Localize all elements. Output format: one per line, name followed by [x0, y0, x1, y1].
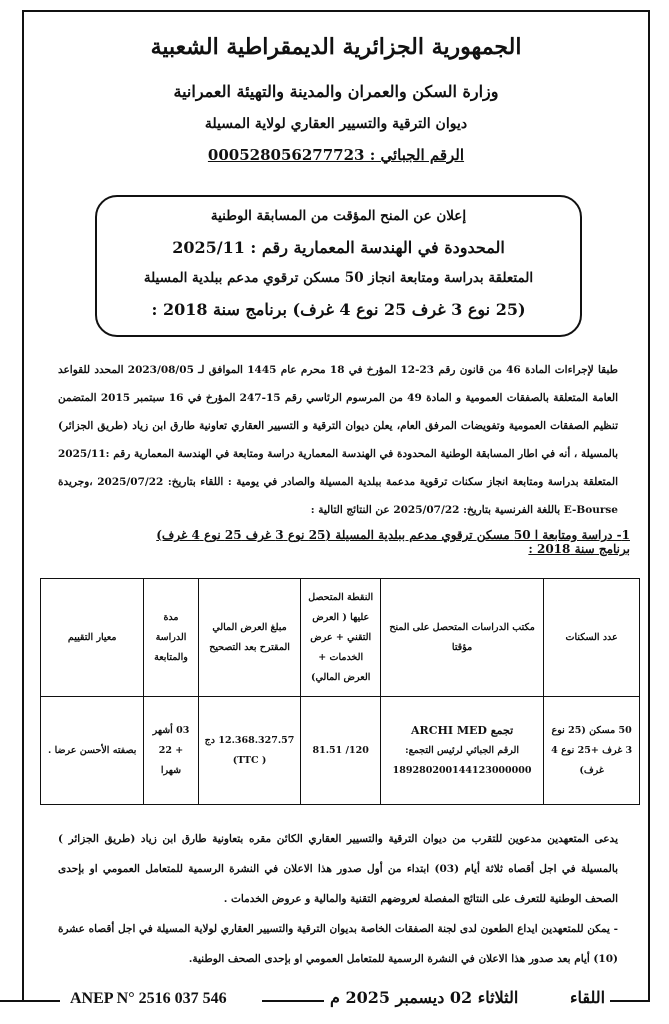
closing-paragraph-1: يدعى المتعهدين مدعوين للتقرب من ديوان الترقية والتسيير العقاري الكائن مقره بتعاونية طارق ابن زياد (طريق الجزائر ) بالمسيلة في اجل أقصاه ثلاثة أيام (03) ابتداء من أول صدور هذا الاعلان في النشرة الرسمية للمتعامل العمومي او بإحدى الصحف الوطنية للتعرف على النتائج المفصلة لعروضهم التقنية والمالية و عروض الخدمات . — [58, 833, 618, 905]
footer — [0, 990, 669, 1012]
announcement-line-1: إعلان عن المنح المؤقت من المسابقة الوطنية — [210, 208, 467, 224]
results-table — [40, 578, 640, 805]
newspaper-logo: اللقاء — [570, 988, 606, 1007]
announcement-line-2: المحدودة في الهندسة المعمارية رقم : 2025/11 — [172, 238, 505, 257]
footer-rule — [610, 1000, 650, 1002]
footer-rule — [0, 1000, 60, 1002]
header-criterion: معيار التقييم — [41, 579, 144, 697]
announcement-title-box — [95, 195, 582, 337]
announcement-line-3: المتعلقة بدراسة ومتابعة انجاز 50 مسكن ترقوي مدعم ببلدية المسيلة — [143, 270, 534, 286]
header-office: مكتب الدراسات المتحصل على المنح مؤقتا — [380, 579, 543, 697]
header-units: عدد السكنات — [544, 579, 640, 697]
header-amount: مبلغ العرض المالي المقترح بعد التصحيح — [198, 579, 301, 697]
cell-units: 50 مسكن (25 نوع 3 غرف +25 نوع 4 غرف) — [544, 697, 640, 805]
closing-paragraph-2: - يمكن للمتعهدين ايداع الطعون لدى لجنة الصفقات الخاصة بديوان الترقية والتسيير العقاري لولاية المسيلة في اجل أقصاه عشرة (10) أيام بعد صدور هذا الاعلان في النشرة الرسمية للمتعامل العمومي او بإحدى الصحف الوطنية. — [58, 923, 618, 965]
table-header-row — [41, 579, 640, 697]
cell-amount — [198, 697, 301, 805]
lot-heading: 1- دراسة ومتابعة ا 50 مسكن ترقوي مدعم ببلدية المسيلة (25 نوع 3 غرف 25 نوع 4 غرف) برنامج سنة 2018 : — [156, 528, 630, 556]
footer-date: الثلاثاء 02 ديسمبر 2025 م — [330, 988, 519, 1007]
header-score: النقطة المتحصل عليها ( العرض التقني + عرض الخدمات + العرض المالي) — [301, 579, 380, 697]
body-paragraph: طبقا لإجراءات المادة 46 من قانون رقم 23-12 المؤرخ في 18 محرم عام 1445 الموافق لـ 2023/08/05 المحدد للقواعد العامة المتعلقة بالصفقات العمومية و المادة 49 من المرسوم الرئاسي رقم 15-247 المؤرخ في 16 سبتمبر 2015 المتضمن تنظيم الصفقات العمومية وتفويضات المرفق العام، يعلن ديوان الترقية و التسيير العقاري تعاونية طارق ابن زياد (طريق الجزائر) بالمسيلة ، أنه في اطار المسابقة الوطنية المحدودة في الهندسة المعمارية دراسة ومتابعة في الهندسة المعمارية رقم :2025/11 المتعلقة بدراسة ومتابعة انجاز سكنات ترقوية مدعمة ببلدية المسيلة والصادر في يومية : اللقاء بتاريخ: 2025/07/22 ،وجريدة E-Bourse باللغة الفرنسية بتاريخ: 2025/07/22 عن النتائج التالية : — [58, 364, 618, 516]
cell-office — [380, 697, 543, 805]
closing-text — [58, 824, 618, 974]
ministry-heading: وزارة السكن والعمران والمدينة والتهيئة العمرانية — [173, 82, 499, 101]
footer-rule — [262, 1000, 324, 1002]
tax-id: الرقم الجبائي : 000528056277723 — [207, 146, 465, 164]
announcement-line-4: (25 نوع 3 غرف 25 نوع 4 غرف) برنامج سنة 2018 : — [151, 300, 526, 319]
amount-note: ( TTC) — [232, 754, 267, 766]
anep-number: ANEP N° 2516 037 546 — [70, 990, 227, 1007]
office-name: تجمع ARCHI MED — [411, 723, 514, 737]
office-tax-id: 189280200144123000000 — [392, 764, 532, 776]
cell-duration: 03 أشهر + 22 شهرا — [144, 697, 198, 805]
office-heading: ديوان الترقية والتسيير العقاري لولاية المسيلة — [204, 116, 468, 132]
cell-score: 120/ 81.51 — [301, 697, 380, 805]
header-duration: مدة الدراسة والمتابعة — [144, 579, 198, 697]
republic-heading: الجمهورية الجزائرية الديمقراطية الشعبية — [150, 34, 522, 60]
cell-criterion: بصفته الأحسن عرضا . — [41, 697, 144, 805]
amount-value: 12.368.327.57 دج — [204, 734, 295, 746]
office-tax-label: الرقم الجبائي لرئيس التجمع: — [405, 744, 520, 756]
table-row — [41, 697, 640, 805]
